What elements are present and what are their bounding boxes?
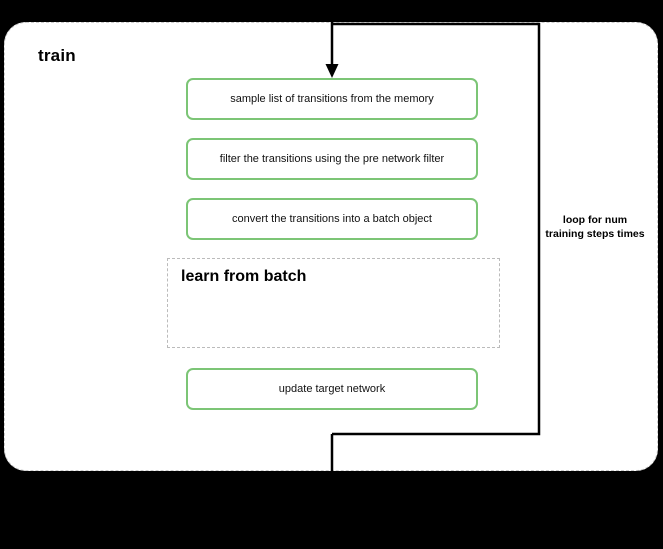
step-update-target-network[interactable] [186,368,478,410]
step-label: sample list of transitions from the memory [230,93,434,105]
step-sample-transitions[interactable] [186,78,478,120]
subprocess-label: learn from batch [181,268,307,285]
page-title: train [38,46,76,65]
step-label: update target network [278,383,386,395]
loop-annotation: loop for num training steps times [545,214,645,241]
step-label: filter the transitions using the pre network filter [219,153,445,165]
step-label: convert the transitions into a batch object [232,213,432,225]
step-filter-transitions[interactable] [186,138,478,180]
step-convert-to-batch[interactable] [186,198,478,240]
